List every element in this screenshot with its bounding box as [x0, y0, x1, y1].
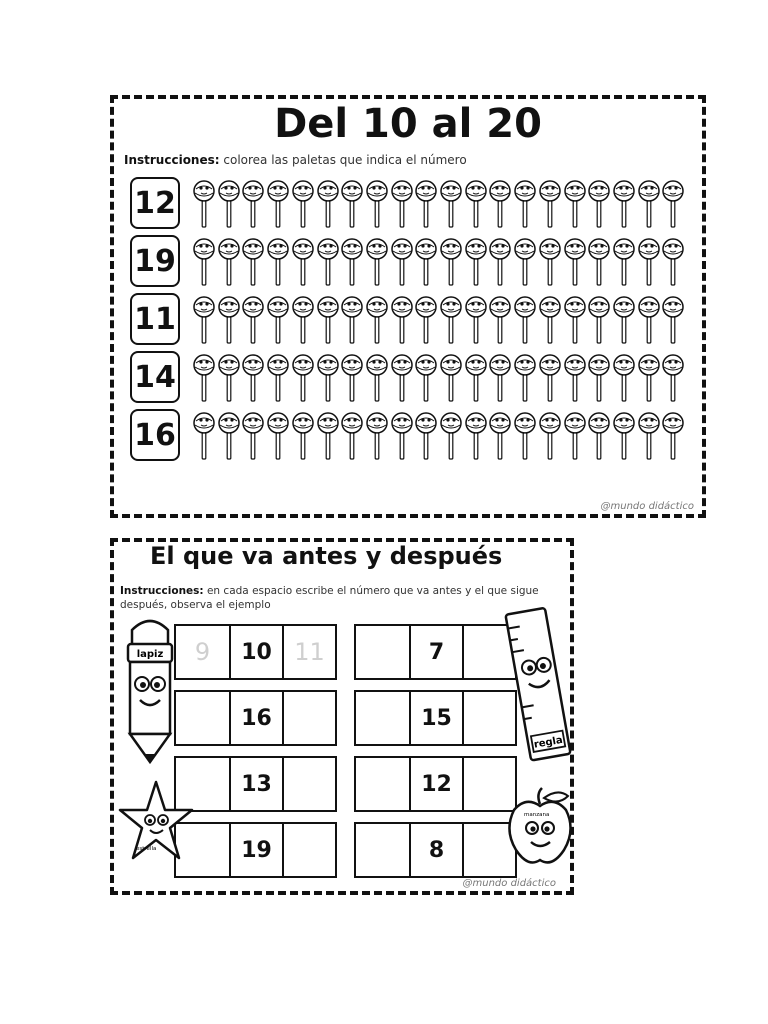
lollipop-row: [130, 351, 700, 409]
row-number-box: 16: [130, 409, 180, 461]
lollipop-icon: [193, 353, 215, 403]
lollipop-icon: [440, 237, 462, 287]
lollipop-icon: [638, 237, 660, 287]
pencil-character-icon: [118, 616, 182, 766]
instructions-label: Instrucciones:: [124, 153, 220, 167]
example-after: 11: [282, 626, 335, 678]
lollipop-icon: [391, 353, 413, 403]
lollipop-icon: [218, 179, 240, 229]
before-blank[interactable]: [176, 692, 229, 744]
lollipop-icon: [514, 353, 536, 403]
lollipop-icon: [218, 411, 240, 461]
credit-text: @mundo didáctico: [600, 501, 694, 512]
lollipop-icon: [440, 179, 462, 229]
lollipop-icon: [267, 353, 289, 403]
lollipop-icon: [292, 179, 314, 229]
lollipop-icon: [465, 411, 487, 461]
lollipop-icon: [662, 353, 684, 403]
lollipop-icon: [341, 237, 363, 287]
lollipop-icon: [292, 295, 314, 345]
sequence-number: 8: [409, 824, 462, 876]
row-number-box: 19: [130, 235, 180, 287]
lollipop-icon: [341, 411, 363, 461]
lollipop-icon: [638, 411, 660, 461]
lollipop-icon: [391, 411, 413, 461]
instructions-label: Instrucciones:: [120, 585, 204, 597]
sequence-number: 19: [229, 824, 282, 876]
apple-character-icon: [506, 786, 576, 868]
row-number-box: 12: [130, 177, 180, 229]
lollipop-icon: [613, 237, 635, 287]
lollipop-icon: [588, 237, 610, 287]
lollipop-icon: [638, 353, 660, 403]
lollipop-icon: [662, 411, 684, 461]
lollipop-icon: [242, 237, 264, 287]
worksheet-1-title: Del 10 al 20: [274, 101, 542, 147]
lollipop-icon: [588, 295, 610, 345]
lollipop-row: [130, 235, 700, 293]
lollipop-icon: [514, 237, 536, 287]
lollipop-icon: [242, 179, 264, 229]
lollipop-icon: [564, 411, 586, 461]
lollipop-icon: [267, 237, 289, 287]
lollipop-icon: [564, 179, 586, 229]
lollipop-row: [130, 409, 700, 467]
lollipop-icon: [539, 411, 561, 461]
lollipop-icon: [218, 353, 240, 403]
lollipop-icon: [366, 411, 388, 461]
lollipop-icon: [514, 411, 536, 461]
lollipop-icon: [193, 237, 215, 287]
lollipop-icon: [391, 179, 413, 229]
lollipop-icon: [638, 295, 660, 345]
sequence-row: [354, 756, 517, 812]
lollipop-icon: [317, 237, 339, 287]
lollipop-row: [130, 177, 700, 235]
worksheet-2-title: El que va antes y después: [150, 542, 503, 570]
star-label: estrella: [136, 846, 157, 852]
lollipop-icon: [391, 295, 413, 345]
lollipop-icon: [193, 179, 215, 229]
lollipop-icon: [465, 179, 487, 229]
lollipop-icon: [489, 237, 511, 287]
lollipop-icon: [267, 179, 289, 229]
lollipop-icon: [662, 295, 684, 345]
ruler-label: regla: [533, 734, 564, 751]
lollipop-icon: [317, 295, 339, 345]
row-number-box: 11: [130, 293, 180, 345]
lollipop-icon: [514, 295, 536, 345]
lollipop-icon: [341, 295, 363, 345]
lollipop-icon: [465, 237, 487, 287]
sequence-row: [174, 822, 337, 878]
lollipop-icon: [218, 237, 240, 287]
worksheet-1-instructions: [124, 153, 467, 167]
lollipop-icon: [415, 295, 437, 345]
before-blank[interactable]: [356, 758, 409, 810]
lollipop-icon: [564, 237, 586, 287]
lollipop-icon: [514, 179, 536, 229]
lollipop-icon: [267, 295, 289, 345]
lollipop-icon: [317, 411, 339, 461]
ruler-character-icon: [502, 604, 576, 764]
instructions-text: colorea las paletas que indica el número: [223, 153, 467, 167]
lollipop-icon: [415, 237, 437, 287]
sequence-number: 7: [409, 626, 462, 678]
sequence-number: 13: [229, 758, 282, 810]
lollipop-icon: [440, 353, 462, 403]
lollipop-icon: [539, 295, 561, 345]
lollipop-icon: [613, 179, 635, 229]
lollipop-icon: [415, 353, 437, 403]
lollipop-icon: [366, 237, 388, 287]
lollipop-icon: [489, 295, 511, 345]
sequence-number: 15: [409, 692, 462, 744]
sequence-row: [174, 756, 337, 812]
lollipop-icon: [366, 353, 388, 403]
sequence-row: [354, 690, 517, 746]
lollipop-icon: [489, 179, 511, 229]
before-blank[interactable]: [356, 626, 409, 678]
sequence-row: [354, 624, 517, 680]
worksheet-2-instructions: [120, 584, 560, 612]
lollipop-icon: [662, 237, 684, 287]
credit-text: @mundo didáctico: [462, 878, 556, 889]
lollipop-icon: [341, 179, 363, 229]
lollipop-icon: [465, 353, 487, 403]
lollipop-icon: [317, 353, 339, 403]
lollipop-icon: [588, 411, 610, 461]
lollipop-icon: [489, 353, 511, 403]
lollipop-icon: [242, 411, 264, 461]
lollipop-icon: [292, 237, 314, 287]
lollipop-icon: [564, 295, 586, 345]
row-number-box: 14: [130, 351, 180, 403]
apple-label: manzana: [524, 812, 550, 818]
after-blank[interactable]: [282, 758, 335, 810]
lollipop-icon: [341, 353, 363, 403]
lollipop-icon: [366, 179, 388, 229]
star-character-icon: [118, 778, 196, 864]
lollipop-icon: [613, 295, 635, 345]
lollipop-icon: [440, 295, 462, 345]
lollipop-icon: [588, 179, 610, 229]
lollipop-icon: [539, 237, 561, 287]
lollipop-icon: [539, 353, 561, 403]
lollipop-icon: [242, 295, 264, 345]
example-sequence: [174, 624, 337, 680]
sequence-number: 12: [409, 758, 462, 810]
lollipop-icon: [564, 353, 586, 403]
before-blank[interactable]: [356, 824, 409, 876]
lollipop-icon: [638, 179, 660, 229]
example-number: 10: [229, 626, 282, 678]
lollipop-icon: [415, 411, 437, 461]
worksheet-2-card: [110, 538, 574, 895]
lollipop-icon: [366, 295, 388, 345]
sequence-row: [354, 822, 517, 878]
worksheet-1-card: [110, 95, 706, 518]
lollipop-icon: [440, 411, 462, 461]
lollipop-icon: [267, 411, 289, 461]
sequence-row: [174, 690, 337, 746]
sequence-number: 16: [229, 692, 282, 744]
lollipop-icon: [292, 353, 314, 403]
lollipop-icon: [415, 179, 437, 229]
lollipop-icon: [489, 411, 511, 461]
instructions-text: en cada espacio escribe el número que va antes y el que sigue después, observa el ejemplo: [120, 585, 539, 611]
pencil-label: lapiz: [136, 649, 164, 660]
before-blank[interactable]: [356, 692, 409, 744]
lollipop-icon: [193, 295, 215, 345]
lollipop-icon: [613, 353, 635, 403]
lollipop-icon: [465, 295, 487, 345]
lollipop-icon: [292, 411, 314, 461]
lollipop-icon: [662, 179, 684, 229]
lollipop-icon: [539, 179, 561, 229]
lollipop-icon: [218, 295, 240, 345]
after-blank[interactable]: [282, 692, 335, 744]
lollipop-row: [130, 293, 700, 351]
after-blank[interactable]: [282, 824, 335, 876]
lollipop-icon: [242, 353, 264, 403]
lollipop-icon: [193, 411, 215, 461]
example-before: 9: [194, 638, 211, 666]
lollipop-icon: [613, 411, 635, 461]
lollipop-icon: [317, 179, 339, 229]
lollipop-icon: [588, 353, 610, 403]
lollipop-icon: [391, 237, 413, 287]
